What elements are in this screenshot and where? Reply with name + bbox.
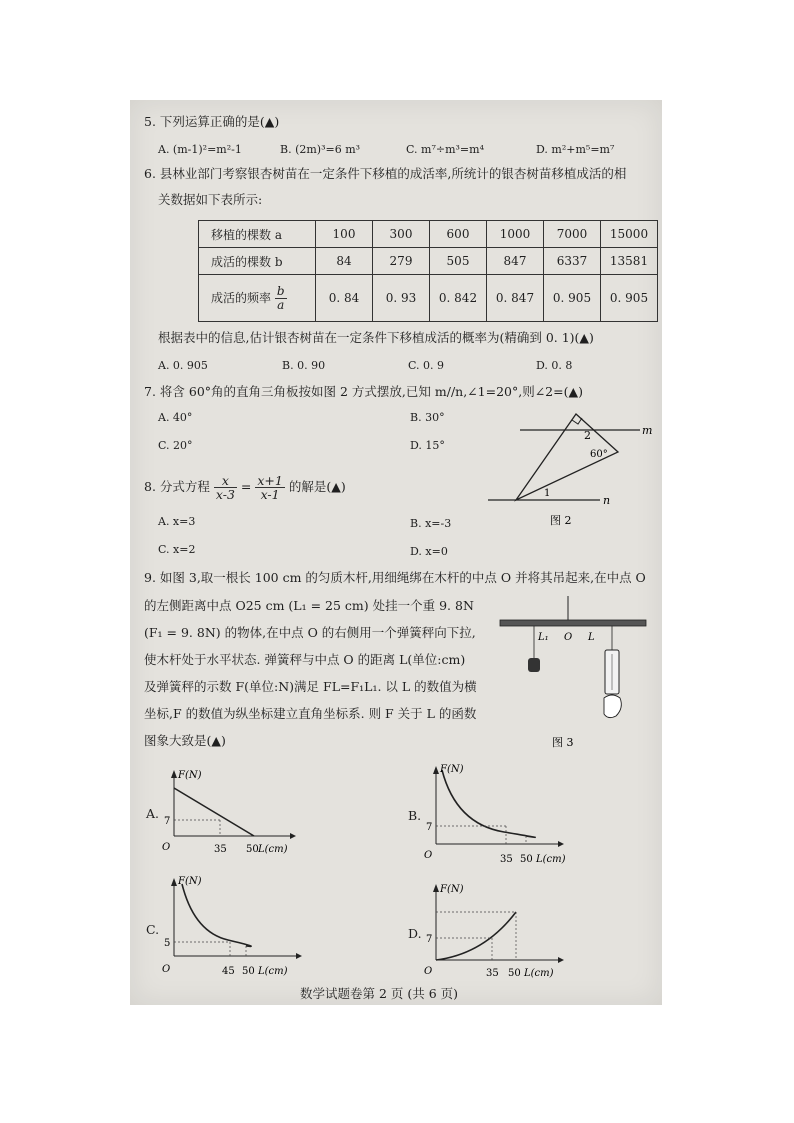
page-footer: 数学试题卷第 2 页 (共 6 页) — [300, 986, 459, 1001]
table-cell: 505 — [430, 248, 487, 275]
hand-icon — [604, 695, 621, 718]
table-cell: 600 — [430, 221, 487, 248]
q8-option-a: A. x=3 — [158, 515, 196, 528]
q8-option-d: D. x=0 — [410, 545, 448, 558]
q6-option-c: C. 0. 9 — [408, 359, 445, 372]
m-label: m — [642, 424, 653, 437]
graph-d — [420, 878, 570, 984]
exam-page — [130, 100, 662, 1005]
q9-line-3: (F₁ = 9. 8N) 的物体,在中点 O 的右侧用一个弹簧秤向下拉, — [144, 625, 476, 640]
q6-stem-line3: 根据表中的信息,估计银杏树苗在一定条件下移植成活的概率为(精确到 0. 1)(▲) — [158, 330, 594, 345]
row-label-a: 移植的棵数 a — [199, 221, 316, 248]
q7-option-c: C. 20° — [158, 439, 193, 452]
table-cell: 300 — [373, 221, 430, 248]
graph-curve — [182, 884, 251, 946]
table-cell: 13581 — [601, 248, 658, 275]
figure-2-caption: 图 2 — [550, 514, 572, 527]
fraction-denominator: x-1 — [260, 487, 280, 502]
table-cell: 15000 — [601, 221, 658, 248]
y-axis-arrow — [171, 878, 177, 886]
figure-2-triangle — [480, 406, 653, 530]
q7-option-b: B. 30° — [410, 411, 445, 424]
q6-data-table — [198, 220, 658, 322]
graph-b — [420, 760, 570, 868]
fraction-denominator: x-3 — [215, 487, 235, 502]
fraction-numerator: x — [214, 474, 237, 488]
x-axis-arrow — [558, 841, 564, 847]
angle-2-label: 2 — [584, 429, 591, 442]
frequency-fraction — [275, 285, 287, 312]
origin-label: O — [162, 842, 171, 853]
x-tick-1: 45 — [222, 966, 235, 977]
q9-line-6: 坐标,F 的数值为纵坐标建立直角坐标系. 则 F 关于 L 的函数 — [144, 706, 477, 721]
x-tick-1: 35 — [214, 844, 227, 855]
q5-option-a: A. (m-1)²=m²-1 — [158, 143, 242, 156]
table-row — [199, 221, 658, 248]
q7-stem: 7. 将含 60°角的直角三角板按如图 2 方式摆放,已知 m//n,∠1=20°,则∠2=(▲) — [144, 384, 583, 399]
frequency-label: 成活的频率 — [211, 290, 272, 305]
q8-option-b: B. x=-3 — [410, 517, 452, 530]
graph-d-option: D. — [408, 926, 422, 941]
label-o: O — [564, 632, 573, 643]
table-cell: 0. 905 — [544, 275, 601, 322]
y-tick: 7 — [164, 816, 171, 827]
angle-1-label: 1 — [544, 488, 551, 499]
table-cell: 0. 84 — [316, 275, 373, 322]
fraction-denominator: a — [277, 297, 285, 312]
x-axis-label: L(cm) — [258, 844, 288, 855]
x-axis-label: L(cm) — [258, 966, 288, 977]
q8-option-c: C. x=2 — [158, 543, 196, 556]
label-l: L — [588, 632, 595, 643]
graph-curve — [442, 770, 535, 837]
q6-option-d: D. 0. 8 — [536, 359, 573, 372]
y-tick: 7 — [426, 934, 433, 945]
x-axis-label: L(cm) — [536, 854, 566, 865]
q7-option-d: D. 15° — [410, 439, 445, 452]
graph-b-option: B. — [408, 808, 422, 823]
q6-option-b: B. 0. 90 — [282, 359, 326, 372]
graph-a-option: A. — [146, 806, 160, 821]
x-tick-2: 50 — [520, 854, 533, 865]
table-cell: 0. 847 — [487, 275, 544, 322]
table-row — [199, 275, 658, 322]
n-label: n — [603, 494, 611, 507]
q8-prefix: 8. 分式方程 — [144, 479, 210, 494]
x-tick-2: 50 — [508, 968, 521, 979]
q9-line-4: 使木杆处于水平状态. 弹簧秤与中点 O 的距离 L(单位:cm) — [144, 652, 466, 667]
table-cell: 6337 — [544, 248, 601, 275]
x-axis-arrow — [296, 953, 302, 959]
y-axis-label: F(N) — [178, 770, 202, 781]
y-axis-label: F(N) — [178, 876, 202, 887]
q5-stem: 5. 下列运算正确的是(▲) — [144, 114, 280, 129]
q8-lhs-fraction — [214, 474, 237, 501]
y-axis-arrow — [433, 884, 439, 892]
graph-curve — [436, 912, 516, 960]
y-axis-label: F(N) — [440, 764, 464, 775]
q5-option-b: B. (2m)³=6 m³ — [280, 143, 361, 156]
table-cell: 100 — [316, 221, 373, 248]
wooden-rod — [500, 620, 646, 626]
table-cell: 847 — [487, 248, 544, 275]
label-l1: L₁ — [538, 632, 549, 643]
figure-3-caption: 图 3 — [552, 736, 574, 749]
x-axis-arrow — [290, 833, 296, 839]
table-cell: 1000 — [487, 221, 544, 248]
q8-equation — [144, 474, 346, 501]
graph-line — [174, 788, 254, 836]
x-axis-label: L(cm) — [524, 968, 554, 979]
graph-a — [158, 766, 298, 862]
q8-equals: = — [240, 479, 252, 494]
y-axis-label: F(N) — [440, 884, 464, 895]
x-tick-1: 35 — [500, 854, 513, 865]
q8-suffix: 的解是(▲) — [288, 479, 346, 494]
q9-line-5: 及弹簧秤的示数 F(单位:N)满足 FL=F₁L₁. 以 L 的数值为横 — [144, 679, 477, 694]
graph-c — [158, 870, 308, 982]
origin-label: O — [162, 964, 171, 975]
x-tick-2: 50 — [246, 844, 259, 855]
row-label-b: 成活的棵数 b — [199, 248, 316, 275]
graph-c-option: C. — [146, 922, 160, 937]
y-tick: 7 — [426, 822, 433, 833]
q6-stem-line2: 关数据如下表所示: — [158, 192, 263, 207]
table-cell: 0. 905 — [601, 275, 658, 322]
table-cell: 279 — [373, 248, 430, 275]
q9-line-7: 图象大致是(▲) — [144, 733, 226, 748]
x-tick-1: 35 — [486, 968, 499, 979]
q7-option-a: A. 40° — [158, 411, 193, 424]
fraction-numerator: x+1 — [257, 473, 283, 488]
weight-object — [528, 658, 540, 672]
q5-option-d: D. m²+m⁵=m⁷ — [536, 143, 615, 156]
q8-rhs-fraction — [255, 474, 284, 501]
q9-line-1: 9. 如图 3,取一根长 100 cm 的匀质木杆,用细绳绑在木杆的中点 O 并将其吊起来,在中点 O — [144, 570, 646, 585]
angle-60-label: 60° — [590, 449, 608, 460]
q9-line-2: 的左侧距离中点 O25 cm (L₁ = 25 cm) 处挂一个重 9. 8N — [144, 598, 474, 613]
y-axis-arrow — [171, 770, 177, 778]
table-row — [199, 248, 658, 275]
fraction-numerator: b — [276, 283, 285, 298]
x-axis-arrow — [558, 957, 564, 963]
row-label-frequency — [199, 275, 316, 322]
y-tick: 5 — [164, 938, 171, 949]
q6-option-a: A. 0. 905 — [158, 359, 208, 372]
x-tick-2: 50 — [242, 966, 255, 977]
q6-stem-line1: 6. 县林业部门考察银杏树苗在一定条件下移植的成活率,所统计的银杏树苗移植成活的相 — [144, 166, 627, 181]
q5-option-c: C. m⁷÷m³=m⁴ — [406, 143, 484, 156]
origin-label: O — [424, 966, 433, 977]
table-cell: 84 — [316, 248, 373, 275]
table-cell: 0. 93 — [373, 275, 430, 322]
figure-3-lever — [492, 594, 652, 750]
y-axis-arrow — [433, 766, 439, 774]
origin-label: O — [424, 850, 433, 861]
table-cell: 0. 842 — [430, 275, 487, 322]
table-cell: 7000 — [544, 221, 601, 248]
